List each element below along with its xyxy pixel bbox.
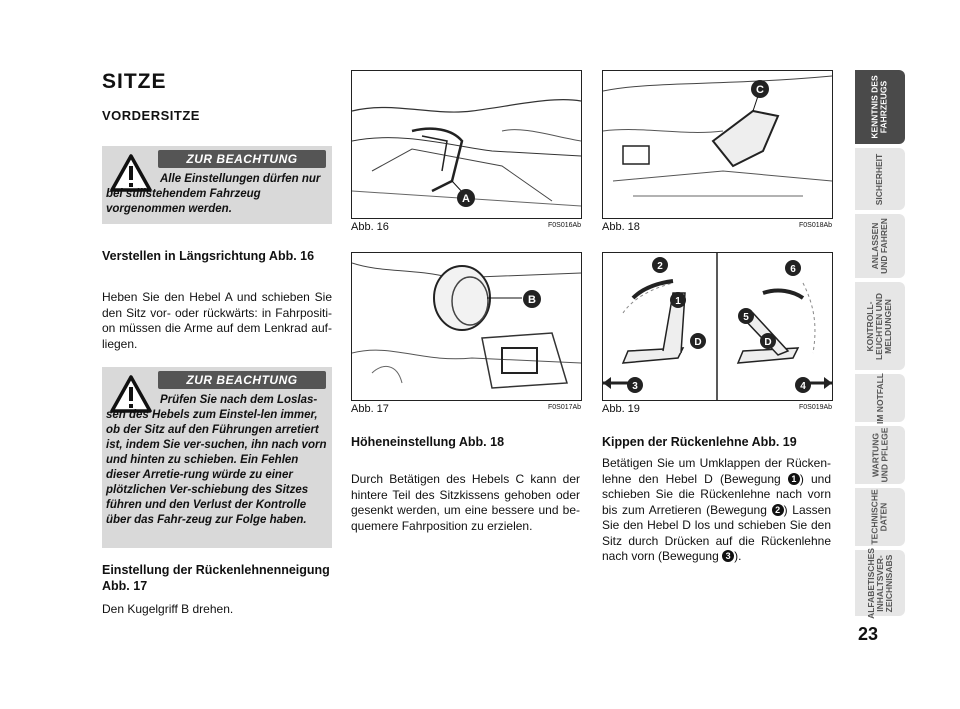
tab-im-notfall[interactable]: IM NOTFALL xyxy=(855,374,905,422)
figure-label: D xyxy=(694,337,702,348)
tab-kenntnis-des-fahrzeugs[interactable]: KENNTNIS DES FAHRZEUGS xyxy=(855,70,905,144)
warning-box-2 xyxy=(102,367,332,548)
tab-kontrollleuchten[interactable]: KONTROLL- LEUCHTEN UND MELDUNGEN xyxy=(855,282,905,370)
figure-label: 1 xyxy=(675,296,681,307)
figure-label: A xyxy=(462,193,470,205)
figure-19-caption: Abb. 19 xyxy=(602,403,640,415)
longitudinal-text: Heben Sie den Hebel A und schieben Sie den Sitz vor- oder rückwärts: in Fahrpositi-on müssen die Arme auf dem Lenkrad auf-liegen. xyxy=(102,290,332,351)
figure-label: 4 xyxy=(800,381,806,392)
seat-slide-lever-illustration xyxy=(352,71,581,218)
figure-17 xyxy=(351,252,582,401)
tab-anlassen-und-fahren[interactable]: ANLASSEN UND FAHREN xyxy=(855,214,905,278)
figure-label: 3 xyxy=(632,381,638,392)
tab-wartung-und-pflege[interactable]: WARTUNG UND PFLEGE xyxy=(855,426,905,484)
backrest-knob-illustration xyxy=(352,253,581,400)
section-subtitle: VORDERSITZE xyxy=(102,108,200,123)
movement-number: 1 xyxy=(788,473,800,485)
figure-16-caption: Abb. 16 xyxy=(351,221,389,233)
movement-number: 3 xyxy=(722,550,734,562)
figure-18-caption: Abb. 18 xyxy=(602,221,640,233)
fold-text: Betätigen Sie um Umklappen der Rücken-lehne den Hebel D (Bewegung 1 ) und schieben Sie die Rückenlehne nach vorn bis zum Arretieren (Bewegung 2 ) Lassen Sie den Hebel D los und schieben Sie den Sitz durch Drücken auf die Rückenlehne nach vorn (Bewegung 3 ). xyxy=(602,456,832,563)
figure-18 xyxy=(602,70,833,219)
backrest-fold-illustration xyxy=(603,253,832,400)
figure-19 xyxy=(602,252,833,401)
warning-text: Prüfen Sie nach dem Loslas-sen des Hebels zum Einstel-len immer, ob der Sitz auf den Führungen arretiert ist, indem Sie ver-suchen, ihn nach vorn und hinten zu schieben. Ein Fehlen dieser Arretie-rung würde zu einer plötzlichen Ver-schiebung des Sitzes führen und den Verlust der Kontrolle über das Fahr-zeug zur Folge haben. xyxy=(106,394,327,526)
figure-label: D xyxy=(764,337,772,348)
height-lever-illustration xyxy=(603,71,832,218)
tab-alfabetisches-inhaltsverzeichnis[interactable]: ALFABETISCHES INHALTSVER- ZEICHNISABS xyxy=(855,550,905,616)
warning-text: Alle Einstellungen dürfen nur bei stillstehendem Fahrzeug vorgenommen werden. xyxy=(106,173,321,215)
height-text: Durch Betätigen des Hebels C kann der hintere Teil des Sitzkissens gehoben oder gesenkt werden, um eine bessere und be-quemere Fahrposition zu erzielen. xyxy=(351,472,580,533)
tab-sicherheit[interactable]: SICHERHEIT xyxy=(855,148,905,210)
warning-box-1 xyxy=(102,146,332,224)
fold-heading: Kippen der Rückenlehne Abb. 19 xyxy=(602,435,797,449)
figure-label: 6 xyxy=(790,264,796,275)
section-title: SITZE xyxy=(102,70,167,93)
figure-19-code: F0S019Ab xyxy=(799,404,833,411)
movement-number: 2 xyxy=(772,504,784,516)
figure-label: C xyxy=(756,84,764,96)
figure-17-caption: Abb. 17 xyxy=(351,403,389,415)
figure-16-code: F0S016Ab xyxy=(548,222,582,229)
warning-heading: ZUR BEACHTUNG xyxy=(158,150,326,168)
backrest-tilt-text: Den Kugelgriff B drehen. xyxy=(102,602,234,616)
figure-label: 2 xyxy=(657,261,663,272)
longitudinal-heading: Verstellen in Längsrichtung Abb. 16 xyxy=(102,249,315,263)
warning-heading: ZUR BEACHTUNG xyxy=(158,371,326,389)
figure-18-code: F0S018Ab xyxy=(799,222,833,229)
tab-technische-daten[interactable]: TECHNISCHE DATEN xyxy=(855,488,905,546)
backrest-tilt-heading: Einstellung der Rückenlehnenneigung Abb. 17 xyxy=(102,563,330,593)
height-heading: Höheneinstellung Abb. 18 xyxy=(351,435,505,449)
page-number: 23 xyxy=(858,624,879,644)
figure-17-code: F0S017Ab xyxy=(548,404,582,411)
figure-label: 5 xyxy=(743,312,749,323)
figure-label: B xyxy=(528,294,536,306)
figure-16 xyxy=(351,70,582,219)
